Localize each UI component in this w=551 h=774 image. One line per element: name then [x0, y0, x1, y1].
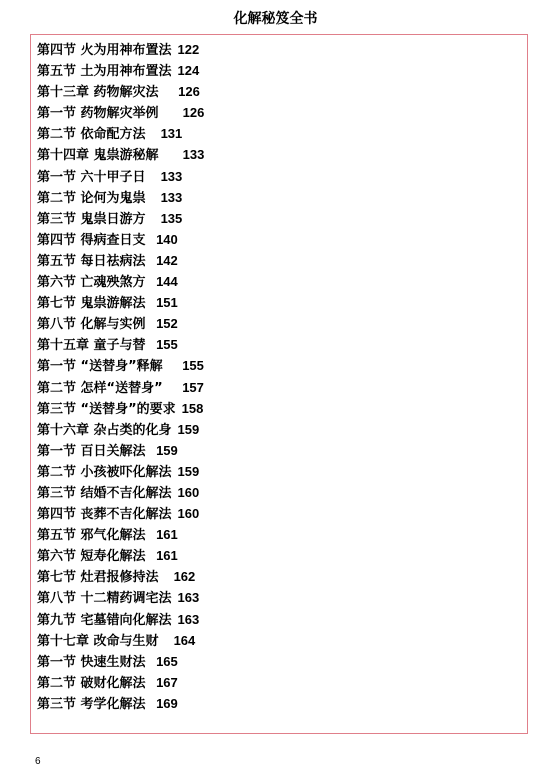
- toc-entry-page: 165: [156, 653, 178, 669]
- toc-entry: [37, 482, 204, 503]
- toc-entry-label: 第二节 小孩被吓化解法: [37, 464, 172, 480]
- toc-entry: [37, 102, 204, 123]
- toc-entry: [37, 144, 204, 165]
- toc-entry: [37, 503, 204, 524]
- toc-entry: [37, 123, 204, 144]
- toc-entry-label: 第四节 丧葬不吉化解法: [37, 507, 172, 523]
- toc-entry-label: 第三节 鬼祟日游方: [37, 211, 155, 227]
- toc-entry-label: 第一节 “送替身”释解: [37, 359, 177, 375]
- toc-entry-page: 131: [160, 126, 183, 142]
- toc-entry-label: 第三节 考学化解法: [37, 696, 151, 712]
- toc-entry-page: 162: [173, 569, 196, 585]
- toc-entry-page: 160: [177, 484, 200, 500]
- toc-entry-page: 133: [160, 168, 183, 184]
- toc-entry: [37, 250, 204, 271]
- toc-entry-label: 第一节 快速生财法: [37, 654, 151, 670]
- page-number: 6: [35, 756, 41, 767]
- toc-entry-label: 第一节 药物解灾举例: [37, 106, 177, 122]
- toc-entry: [37, 693, 204, 714]
- toc-entry: [37, 81, 204, 102]
- toc-entry-page: 133: [160, 189, 183, 205]
- table-of-contents: [30, 34, 528, 734]
- toc-entry-label: 第九节 宅墓错向化解法: [37, 612, 172, 628]
- toc-entry: [37, 355, 204, 376]
- toc-entry-page: 157: [182, 379, 204, 395]
- toc-entry-page: 142: [156, 252, 178, 268]
- toc-entry-label: 第二节 依命配方法: [37, 127, 155, 143]
- toc-entry-page: 158: [181, 400, 204, 416]
- toc-entry-page: 161: [156, 548, 178, 564]
- toc-entry: [37, 334, 204, 355]
- toc-entry: [37, 187, 204, 208]
- toc-entry-page: 155: [156, 337, 178, 353]
- toc-entry-page: 126: [178, 84, 200, 100]
- toc-entry-page: 160: [177, 506, 200, 522]
- toc-entry: [37, 398, 204, 419]
- toc-entry-page: 144: [156, 274, 178, 290]
- toc-entry-label: 第一节 百日关解法: [37, 443, 151, 459]
- toc-entry: [37, 313, 204, 334]
- toc-entry-label: 第七节 鬼祟游解法: [37, 296, 151, 312]
- toc-entry: [37, 60, 204, 81]
- toc-entry-label: 第二节 破财化解法: [37, 675, 151, 691]
- toc-entry-page: 159: [156, 442, 178, 458]
- toc-entry-label: 第四节 火为用神布置法: [37, 43, 172, 58]
- toc-entry-label: 第十三章 药物解灾法: [37, 85, 173, 101]
- toc-entry-page: 163: [177, 590, 200, 606]
- toc-entry-label: 第八节 化解与实例: [37, 317, 151, 333]
- toc-entry: [37, 651, 204, 672]
- toc-entry: [37, 208, 204, 229]
- toc-entry-page: 124: [177, 63, 200, 79]
- toc-entry-page: 151: [156, 295, 178, 311]
- toc-entry-page: 161: [156, 527, 178, 543]
- toc-entry-label: 第八节 十二精药调宅法: [37, 591, 172, 607]
- toc-entry: [37, 566, 204, 587]
- toc-entry-page: 135: [160, 210, 183, 226]
- toc-entry: [37, 609, 204, 630]
- toc-entry: [37, 440, 204, 461]
- toc-list: [37, 39, 204, 714]
- toc-entry: [37, 630, 204, 651]
- toc-entry-page: 122: [177, 42, 200, 57]
- toc-entry: [37, 524, 204, 545]
- toc-entry-label: 第七节 灶君报修持法: [37, 570, 168, 586]
- toc-entry: [37, 419, 204, 440]
- toc-entry-label: 第三节 “送替身”的要求: [37, 401, 176, 417]
- toc-entry: [37, 292, 204, 313]
- toc-entry-page: 159: [177, 421, 200, 437]
- toc-entry-label: 第十六章 杂占类的化身: [37, 422, 172, 438]
- toc-entry-label: 第十七章 改命与生财: [37, 633, 168, 649]
- toc-entry: [37, 672, 204, 693]
- toc-entry-page: 126: [182, 105, 205, 121]
- toc-entry-page: 169: [156, 695, 178, 711]
- toc-entry-label: 第六节 亡魂殃煞方: [37, 275, 151, 291]
- toc-entry-page: 159: [177, 463, 200, 479]
- toc-entry-page: 164: [173, 632, 196, 648]
- toc-entry-label: 第二节 怎样“送替身”: [37, 380, 177, 396]
- toc-entry: [37, 461, 204, 482]
- toc-entry: [37, 229, 204, 250]
- toc-entry-label: 第五节 每日祛病法: [37, 253, 151, 269]
- toc-entry-label: 第四节 得病查日支: [37, 232, 151, 248]
- page-title: 化解秘笈全书: [233, 11, 318, 27]
- toc-entry-page: 155: [182, 358, 204, 374]
- toc-entry: [37, 39, 204, 60]
- toc-entry-page: 167: [156, 674, 178, 690]
- toc-entry-label: 第一节 六十甲子日: [37, 169, 155, 185]
- toc-entry-page: 133: [182, 147, 205, 163]
- toc-entry-page: 140: [156, 231, 178, 247]
- toc-entry: [37, 587, 204, 608]
- toc-entry-page: 163: [177, 611, 200, 627]
- toc-entry: [37, 377, 204, 398]
- toc-entry: [37, 271, 204, 292]
- toc-entry-label: 第六节 短寿化解法: [37, 549, 151, 565]
- toc-entry-label: 第十五章 童子与替: [37, 338, 151, 354]
- toc-entry-label: 第十四章 鬼祟游秘解: [37, 148, 177, 164]
- toc-entry-label: 第三节 结婚不吉化解法: [37, 485, 172, 501]
- toc-entry-label: 第二节 论何为鬼祟: [37, 190, 155, 206]
- toc-entry: [37, 166, 204, 187]
- toc-entry-label: 第五节 邪气化解法: [37, 528, 151, 544]
- toc-entry: [37, 545, 204, 566]
- toc-entry-label: 第五节 土为用神布置法: [37, 64, 172, 80]
- toc-entry-page: 152: [156, 316, 178, 332]
